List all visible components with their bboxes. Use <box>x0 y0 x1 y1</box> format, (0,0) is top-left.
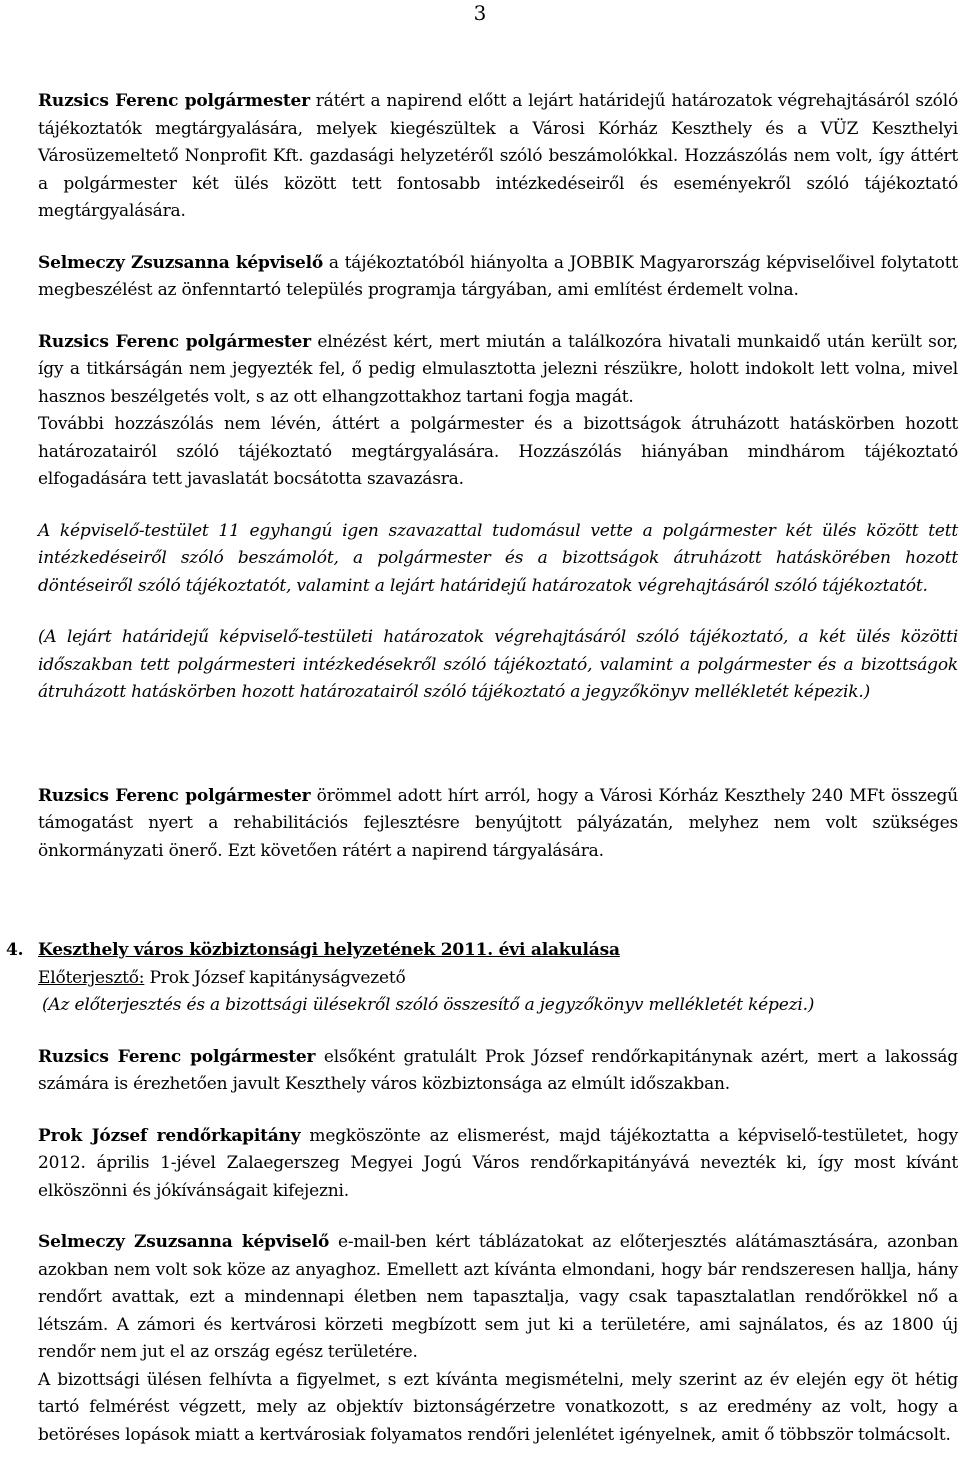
paragraph-p3-continuation: További hozzászólás nem lévén, áttért a polgármester és a bizottságok átruházott hatáskörben hozott határozatairól szóló tájékoztató megtárgyalására. Hozzászólás hiányában mindhárom tájékoztató elfogadására tett javaslatát bocsátotta szavazásra. <box>38 414 958 489</box>
agenda-annex-note: (Az előterjesztés és a bizottsági ülésekről szóló összesítő a jegyzőkönyv mellékletét képezi.) <box>42 995 815 1015</box>
paragraph-p5 <box>38 1044 958 1099</box>
paragraph-p6 <box>38 1123 958 1206</box>
speaker-name: Ruzsics Ferenc polgármester <box>38 1046 316 1067</box>
presenter-name: Prok József kapitányságvezető <box>149 967 406 988</box>
page-number: 3 <box>473 1 487 25</box>
presenter-label: Előterjesztő: <box>38 967 145 988</box>
paragraph-p4 <box>38 783 958 866</box>
agenda-item-number: 4. <box>6 940 24 960</box>
paragraph-p3 <box>38 329 958 412</box>
paragraph-text: elnézést kért, mert miután a találkozóra hivatali munkaidő után került sor, így a titkárságán nem jegyezték fel, ő pedig elmulasztotta jelezni részükre, holott indokolt lett volna, mivel hasznos beszélgetés volt, s az ott elhangzottakhoz tartani fogja magát. <box>38 331 958 407</box>
annex-note: (A lejárt határidejű képviselő-testületi határozatok végrehajtásáról szóló tájékoztató, a két ülés közötti időszakban tett polgármesteri intézkedésekről szóló tájékoztató, valamint a polgármester és a bizottságok átruházott hatáskörben hozott határozatairól szóló tájékoztató a jegyzőkönyv mellékletét képezik.) <box>38 627 958 702</box>
speaker-name: Selmeczy Zsuzsanna képviselő <box>38 252 324 273</box>
speaker-name: Selmeczy Zsuzsanna képviselő <box>38 1232 330 1252</box>
presenter-line <box>38 965 958 993</box>
speaker-name: Ruzsics Ferenc polgármester <box>38 91 310 111</box>
paragraph-p7 <box>38 1229 958 1367</box>
agenda-item-heading <box>6 937 958 965</box>
document-body <box>6 88 958 1449</box>
paragraph-text: rátért a napirend előtt a lejárt határidejű határozatok végrehajtásáról szóló tájékoztatók megtárgyalására, melyek kiegészültek a Városi Kórház Keszthely és a VÜZ Keszthelyi Városüzemeltető Nonprofit Kft. gazdasági helyzetéről szóló beszámolókkal. Hozzászólás nem volt, így áttért a polgármester két ülés között tett fontosabb intézkedéseiről és eseményekről szóló tájékoztató megtárgyalására. <box>38 91 958 221</box>
paragraph-text: e-mail-ben kért táblázatokat az előterjesztés alátámasztására, azonban azokban nem volt sok köze az anyaghoz. Emellett azt kívánta elmondani, hogy bár rendszeresen hallja, hány rendőrt avattak, ezt a mindennapi életben nem tapasztalja, vagy csak tapasztalatlan rendőrökkel nő a létszám. A zámori és kertvárosi körzeti megbízott sem jut ki a területére, ami sajnálatos, és az 1800 új rendőr nem jut el az ország egész területére. <box>38 1232 958 1362</box>
paragraph-text: örömmel adott hírt arról, hogy a Városi Kórház Keszthely 240 MFt összegű támogatást nyert a rehabilitációs fejlesztésre benyújtott pályázatán, melyhez nem volt szükséges önkormányzati önerő. Ezt követően rátért a napirend tárgyalására. <box>38 785 958 861</box>
speaker-name: Ruzsics Ferenc polgármester <box>38 785 311 806</box>
paragraph-p1 <box>38 88 958 226</box>
paragraph-p7-continuation: A bizottsági ülésen felhívta a figyelmet, s ezt kívánta megismételni, mely szerint az év elején egy öt hétig tartó felmérést végzett, mely az objektív biztonságérzetre vonatkozott, s az eredmény az volt, hogy a betöréses lopások miatt a kertvárosiak folyamatos rendőri jelenlétet igényelnek, amit ő többször tolmácsolt. <box>38 1369 958 1445</box>
paragraph-text: elsőként gratulált Prok József rendőrkapitánynak azért, mert a lakosság számára is érezhetően javult Keszthely város közbiztonsága az elmúlt időszakban. <box>38 1046 958 1094</box>
speaker-name: Prok József rendőrkapitány <box>38 1125 301 1146</box>
speaker-name: Ruzsics Ferenc polgármester <box>38 331 311 352</box>
resolution-text: A képviselő-testület 11 egyhangú igen szavazattal tudomásul vette a polgármester két ülés között tett intézkedéseiről szóló beszámolót, a polgármester és a bizottságok átruházott hatáskörében hozott döntéseiről szóló tájékoztatót, valamint a lejárt határidejű határozatok végrehajtásáról szóló tájékoztatót. <box>38 520 958 596</box>
paragraph-text: a tájékoztatóból hiányolta a JOBBIK Magyarország képviselőivel folytatott megbeszélést az önfenntartó település programja tárgyában, ami említést érdemelt volna. <box>38 252 958 300</box>
paragraph-p2 <box>38 250 958 305</box>
agenda-item-title: Keszthely város közbiztonsági helyzetének 2011. évi alakulása <box>38 940 620 960</box>
paragraph-text: megköszönte az elismerést, majd tájékoztatta a képviselő-testületet, hogy 2012. április 1-jével Zalaegerszeg Megyei Jogú Város rendőrkapitányává nevezték ki, így most kívánt elköszönni és jókívánságait kifejezni. <box>38 1125 958 1201</box>
